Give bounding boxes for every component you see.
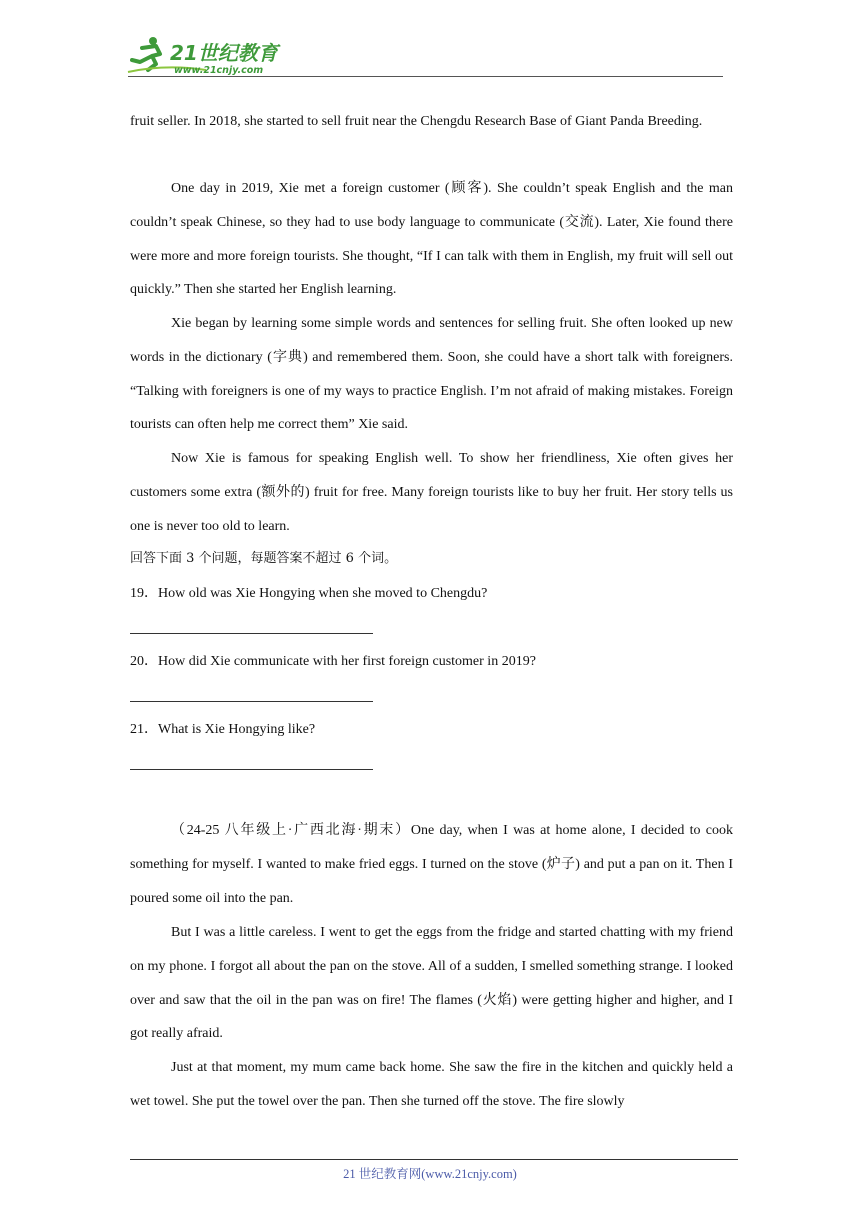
logo-url: www.21cnjy.com (174, 65, 264, 76)
header-divider (128, 76, 723, 77)
passage1-paragraph-0: fruit seller. In 2018, she started to sell fruit near the Chengdu Research Base of Giant Panda Breeding. (130, 114, 703, 129)
passage2-paragraph-3: Just at that moment, my mum came back home. She saw the fire in the kitchen and quickly held a wet towel. She put the towel over the pan. Then she turned off the stove. The fire slowly (130, 1060, 733, 1109)
passage1-paragraph-3: Now Xie is famous for speaking English well. To show her friendliness, Xie often gives her customers some extra (额外的) fruit for free. Many foreign tourists like to buy her fruit. Her story tells us one is never too old to learn. (130, 451, 733, 534)
logo-title: 21世纪教育 (170, 41, 278, 65)
passage1-paragraph-1: One day in 2019, Xie met a foreign customer (顾客). She couldn’t speak English and the man couldn’t speak Chinese, so they had to use body language to communicate (交流). Later, Xie found there were more and more foreign tourists. She thought, “If I can talk with them in English, my fruit will sell out quickly.” Then she started her English learning. (130, 181, 733, 298)
footer-divider (130, 1159, 738, 1160)
passage2-paragraph-1: （24-25 八年级上·广西北海·期末）One day, when I was at home alone, I decided to cook something for myself. I wanted to make fried eggs. I turned on the stove (炉子) and put a pan on it. Then I poured some oil into the pan. (130, 823, 733, 906)
question-19: 19．How old was Xie Hongying when she moved to Chengdu? (130, 586, 488, 601)
runner-logo-icon (126, 34, 296, 78)
answer-line-20[interactable] (130, 701, 373, 702)
site-logo (126, 34, 296, 78)
page-header (0, 0, 860, 80)
question-20: 20．How did Xie communicate with her first foreign customer in 2019? (130, 654, 536, 669)
question-21: 21．What is Xie Hongying like? (130, 722, 316, 737)
footer-link[interactable]: 21 世纪教育网(www.21cnjy.com) (343, 1167, 517, 1181)
question-instructions: 回答下面 3 个问题，每题答案不超过 6 个词。 (130, 551, 398, 566)
answer-line-19[interactable] (130, 633, 373, 634)
passage2-paragraph-2: But I was a little careless. I went to get the eggs from the fridge and started chatting with my friend on my phone. I forgot all about the pan on the stove. All of a sudden, I smelled something strange. I looked over and saw that the oil in the pan was on fire! The flames (火焰) were getting higher and higher, and I got really afraid. (130, 925, 733, 1042)
answer-line-21[interactable] (130, 769, 373, 770)
passage1-paragraph-2: Xie began by learning some simple words and sentences for selling fruit. She often looked up new words in the dictionary (字典) and remembered them. Soon, she could have a short talk with foreigners. “Talking with foreigners is one of my ways to practice English. I’m not afraid of making mistakes. Foreign tourists can often help me correct them” Xie said. (130, 316, 733, 433)
